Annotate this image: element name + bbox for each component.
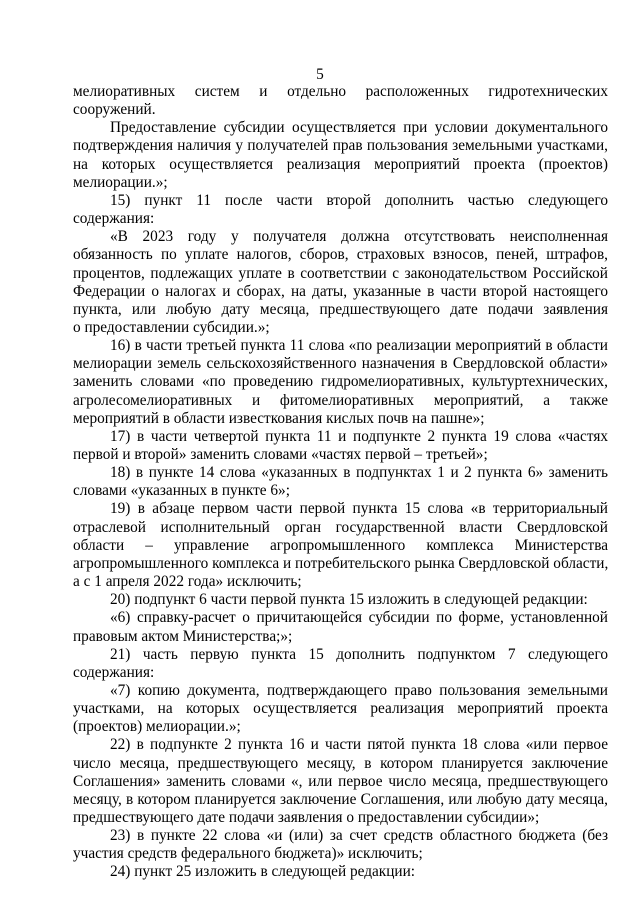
text-line: подтверждения наличия у получателей прав пользования земельными участками, bbox=[73, 137, 608, 155]
text-line: 20) подпункт 6 части первой пункта 15 изложить в следующей редакции: bbox=[110, 591, 588, 609]
text-line: 18) в пункте 14 слова «указанных в подпунктах 1 и 2 пункта 6» заменить bbox=[110, 464, 608, 482]
text-line: мелиорации.»; bbox=[73, 173, 168, 191]
text-line: а с 1 апреля 2022 года» исключить; bbox=[73, 573, 302, 590]
text-line: правовым актом Министерства;»; bbox=[73, 627, 293, 645]
text-line: отраслевой исполнительный орган государственной власти Свердловской bbox=[73, 518, 608, 536]
text-line: 21) часть первую пункта 15 дополнить подпунктом 7 следующего bbox=[110, 645, 608, 663]
text-line: 19) в абзаце первом части первой пункта 15 слова «в территориальный bbox=[110, 500, 608, 518]
text-line: о предоставлении субсидии.»; bbox=[73, 318, 270, 336]
text-line: процентов, подлежащих уплате в соответствии с законодательством Российской bbox=[73, 264, 608, 282]
text-line: число месяца, предшествующего месяцу, в котором планируется заключение bbox=[73, 754, 608, 772]
text-line: участия средств федерального бюджета)» исключить; bbox=[73, 845, 423, 863]
text-line: содержания: bbox=[73, 663, 155, 681]
text-line: Соглашения» заменить словами «, или первое число месяца, предшествующего bbox=[73, 772, 608, 790]
text-line: заменить словами «по проведению гидромелиоративных, культуртехнических, bbox=[73, 373, 608, 391]
text-line: агролесомелиоративных и фитомелиоративных мероприятий, а также bbox=[73, 391, 608, 409]
text-line: «В 2023 году у получателя должна отсутствовать неисполненная bbox=[110, 228, 608, 246]
page-number: 5 bbox=[316, 66, 324, 83]
text-line: 17) в части четвертой пункта 11 и подпункте 2 пункта 19 слова «частях bbox=[110, 427, 608, 445]
text-line: 24) пункт 25 изложить в следующей редакции: bbox=[110, 863, 416, 881]
text-line: первой и второй» заменить словами «частях первой – третьей»; bbox=[73, 446, 488, 463]
text-line: участками, на которых осуществляется реализация мероприятий проекта bbox=[73, 700, 608, 718]
text-line: 23) в пункте 22 слова «и (или) за счет средств областного бюджета (без bbox=[110, 827, 608, 845]
text-line: словами «указанных в пункте 6»; bbox=[73, 482, 290, 500]
text-line: мелиорации земель сельскохозяйственного назначения в Свердловской области» bbox=[73, 355, 608, 373]
text-line: «6) справку-расчет о причитающейся субсидии по форме, установленной bbox=[110, 609, 608, 627]
text-line: области – управление агропромышленного комплекса Министерства bbox=[73, 536, 608, 554]
text-line: сооружений. bbox=[73, 101, 156, 119]
text-line: обязанность по уплате налогов, сборов, страховых взносов, пеней, штрафов, bbox=[73, 246, 608, 264]
text-line: 15) пункт 11 после части второй дополнить частью следующего bbox=[110, 191, 608, 209]
text-line: агропромышленного комплекса и потребительского рынка Свердловской области, bbox=[73, 554, 609, 572]
text-line: 16) в части третьей пункта 11 слова «по реализации мероприятий в области bbox=[110, 337, 608, 355]
text-line: мероприятий в области известкования кислых почв на пашне»; bbox=[73, 409, 485, 427]
text-line: предшествующего дате подачи заявления о предоставлении субсидии»; bbox=[73, 809, 540, 826]
text-line: месяцу, в котором планируется заключение Соглашения, или любую дату месяца, bbox=[73, 790, 608, 808]
text-line: содержания: bbox=[73, 210, 155, 227]
text-line: (проектов) мелиорации.»; bbox=[73, 718, 241, 736]
text-line: Предоставление субсидии осуществляется при условии документального bbox=[110, 119, 608, 137]
text-line: Федерации о налогах и сборах, на даты, указанные в части второй настоящего bbox=[73, 282, 608, 300]
text-line: пункта, или любую дату месяца, предшествующего дате подачи заявления bbox=[73, 300, 608, 318]
text-line: «7) копию документа, подтверждающего право пользования земельными bbox=[110, 681, 608, 699]
text-line: 22) в подпункте 2 пункта 16 и части пятой пункта 18 слова «или первое bbox=[110, 736, 608, 754]
text-line: на которых осуществляется реализация мероприятий проекта (проектов) bbox=[73, 155, 608, 173]
text-line: мелиоративных систем и отдельно расположенных гидротехнических bbox=[73, 83, 608, 100]
